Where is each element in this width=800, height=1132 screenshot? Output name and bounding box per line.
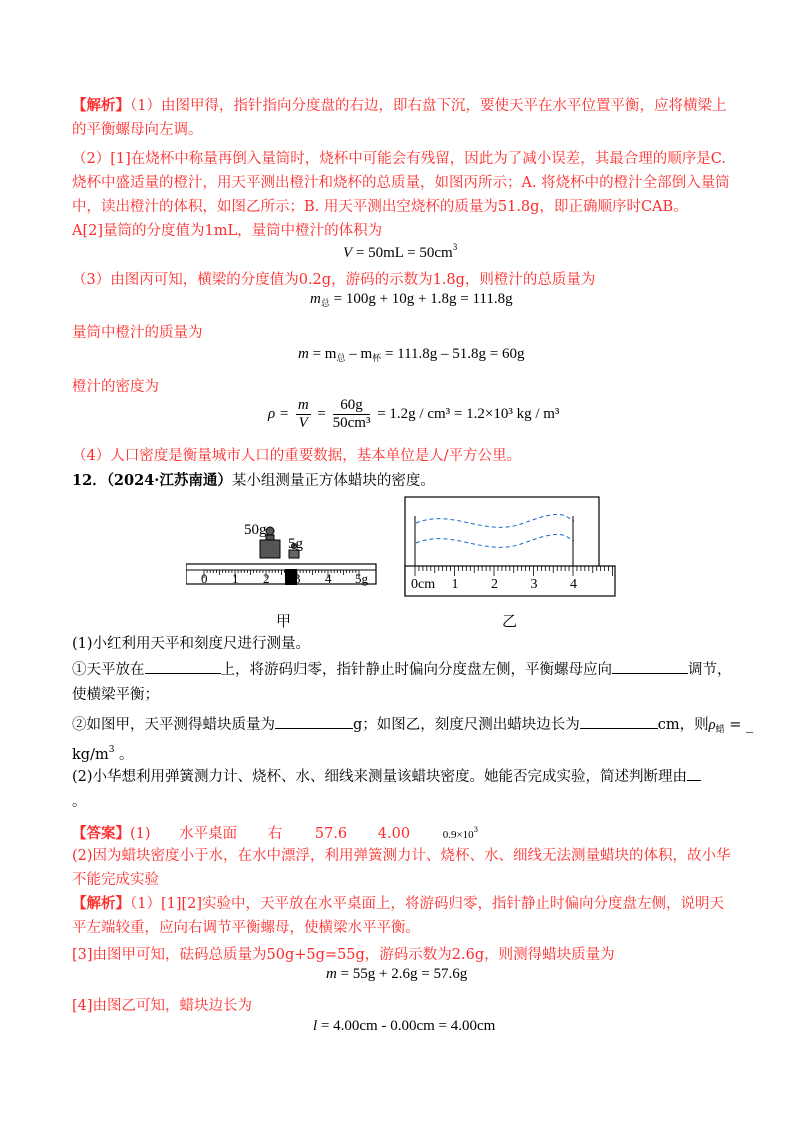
sub-question-1a: ①天平放在 上，将游码归零，指针静止时偏向分度盘左侧，平衡螺母应向 调节， [72,657,732,682]
jia-tick-label: 5g [355,571,368,586]
explain-line-3: [3]由图甲可知，砝码总质量为50g+5g=55g，游码示数为2.6g，则测得蜡块质量为 [72,947,615,963]
jia-tick-label: 2 [263,571,270,586]
blank-2[interactable] [612,657,688,674]
explain-tag: 【解析】 [72,895,130,912]
weight-5g-label: 5g [288,536,303,552]
jia-tick-label: 3 [294,571,301,586]
analysis-line-10: （4）人口密度是衡量城市人口的重要数据，基本单位是人/平方公里。 [72,448,522,464]
formula-edge-length: l = 4.00cm - 0.00cm = 4.00cm [313,1018,496,1034]
analysis-line-9: 橙汁的密度为 [72,379,159,395]
yi-tick-label: 1 [451,577,459,592]
analysis-line-5: 中，读出橙汁的体积，如图乙所示；B. 用天平测出空烧杯的质量为51.8g，即正确顺序时CAB。 [72,199,688,215]
formula-wax-mass: m = 55g + 2.6g = 57.6g [326,966,468,982]
sub-question-1a-cont: 使横梁平衡； [72,687,159,703]
formula-juice-mass: $m = m_总 - m_杯 = 111.8g - 51.8g = 60g$ [298,346,525,363]
analysis-line-8: 量筒中橙汁的质量为 [72,325,203,341]
jia-tick-label: 0 [201,571,208,586]
explain-line-4: [4]由图乙可知，蜡块边长为 [72,998,253,1014]
blank-4[interactable] [580,712,658,729]
figure-yi-ruler [404,496,618,598]
answer-line-3: 不能完成实验 [72,872,159,888]
analysis-tag: 【解析】 [72,97,130,114]
question-12-title: 12．（2024·江苏南通）某小组测量正方体蜡块的密度。 [72,472,435,489]
analysis-line-3: （2）[1]在烧杯中称量再倒入量筒时，烧杯中可能会有残留，因此为了减小误差，其最合理的顺序是C. [72,151,726,167]
sub-question-1b: ②如图甲，天平测得蜡块质量为 g；如图乙，刻度尺测出蜡块边长为 cm，则$\rho_蜡$ = _ [72,712,732,742]
figure-jia-caption: 甲 [276,612,292,630]
sub-question-1: (1)小红利用天平和刻度尺进行测量。 [72,636,311,652]
formula-volume: $V = 50mL = 50cm^3$ [343,242,458,261]
analysis-line-1: 【解析】（1）由图甲得，指针指向分度盘的右边，即右盘下沉，要使天平在水平位置平衡，应将横梁上 [72,97,727,114]
analysis-line-2: 的平衡螺母向左调。 [72,122,203,138]
yi-tick-label: 3 [530,577,538,592]
answer-tag: 【答案】 [72,825,130,842]
yi-tick-label: 4 [570,577,577,592]
weight-50g-label: 50g [244,522,267,538]
answer-line-1: 【答案】(1) 水平桌面 右 57.6 4.00 $0.9\times 10^3$ [72,825,479,842]
sub-question-2: (2)小华想利用弹簧测力计、烧杯、水、细线来测量该蜡块密度。她能否完成实验，简述判断理由 [72,764,732,789]
sub-question-2-end: 。 [72,794,87,810]
figure-yi-caption: 乙 [502,612,518,630]
answer-line-2: (2)因为蜡块密度小于水，在水中漂浮，利用弹簧测力计、烧杯、水、细线无法测量蜡块的体积，故小华 [72,848,731,864]
figure-jia-balance [186,516,378,592]
jia-tick-label: 4 [325,571,332,586]
explain-line-1: 【解析】（1）[1][2]实验中，天平放在水平桌面上，将游码归零，指针静止时偏向分度盘左侧，说明天 [72,895,725,912]
sub-question-1b-unit: $kg/m^3$ 。 [72,745,134,763]
analysis-line-7: （3）由图丙可知，横梁的分度值为0.2g，游码的示数为1.8g，则橙汁的总质量为 [72,272,596,288]
explain-line-2: 平左端较重，应向右调节平衡螺母，使横梁水平平衡。 [72,920,420,936]
formula-total-mass: $m_总 = 100g + 10g + 1.8g = 111.8g$ [310,291,513,308]
formula-density: ρ = $\frac{m}{V}$ = $\frac{60g}{\text{50cm³}}$ = 1.2g / cm³ = 1.2×10³ kg / m³ [268,397,560,431]
jia-tick-label: 1 [232,571,239,586]
blank-5[interactable] [687,764,701,781]
yi-tick-label: 2 [491,577,498,592]
blank-3[interactable] [275,712,353,729]
weight-50g [260,540,280,558]
analysis-line-6: A[2]量筒的分度值为1mL，量筒中橙汁的体积为 [72,223,383,239]
balance-beam [186,564,376,584]
blank-1[interactable] [145,657,221,674]
analysis-line-4: 烧杯中盛适量的橙汁，用天平测出橙汁和烧杯的总质量，如图丙所示；A. 将烧杯中的橙汁全部倒入量筒 [72,175,730,191]
yi-tick-label: 0cm [411,577,436,592]
